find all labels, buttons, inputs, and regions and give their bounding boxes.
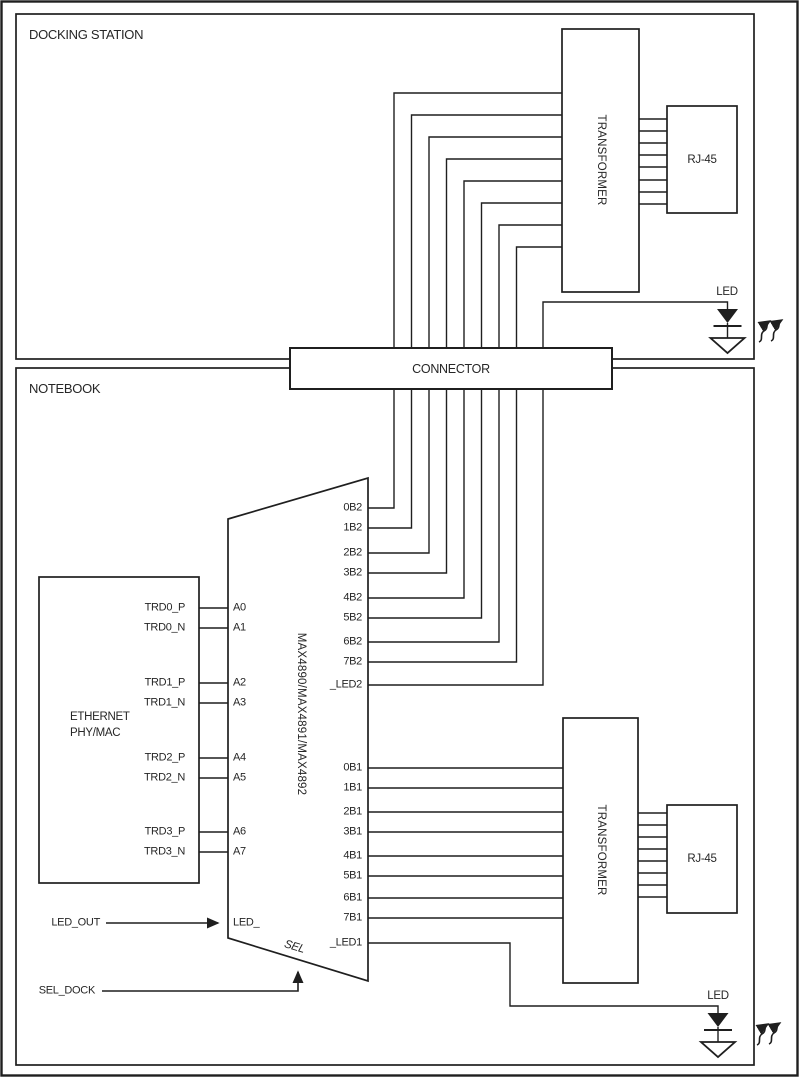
led-diode-icon	[701, 1013, 735, 1057]
notebook-title: NOTEBOOK	[29, 381, 101, 396]
phy-pin-trd1p: TRD1_P	[144, 676, 185, 689]
switch-pin-3b2: 3B2	[343, 566, 362, 579]
led1-wire	[368, 943, 718, 1013]
phy-pin-trd1n: TRD1_N	[144, 696, 185, 709]
switch-pin-led2: _LED2	[329, 678, 362, 691]
switch-pin-5b2: 5B2	[343, 611, 362, 624]
switch-pin-a7: A7	[233, 845, 246, 858]
phy-label-line1: ETHERNET	[70, 711, 130, 723]
ethernet-phy-label	[70, 709, 130, 741]
signal-led-out: LED_OUT	[51, 916, 100, 929]
notebook-transformer-label: TRANSFORMER	[595, 804, 607, 896]
docking-transformer-label: TRANSFORMER	[595, 114, 607, 206]
switch-pin-a0: A0	[233, 601, 246, 614]
docking-station-title: DOCKING STATION	[29, 27, 144, 42]
switch-pin-6b1: 6B1	[343, 891, 362, 904]
notebook-led-label: LED	[707, 990, 729, 1002]
switch-pin-a2: A2	[233, 676, 246, 689]
switch-pin-5b1: 5B1	[343, 869, 362, 882]
switch-pin-7b2: 7B2	[343, 655, 362, 668]
notebook-rj45-wires	[638, 813, 667, 897]
switch-pin-2b2: 2B2	[343, 546, 362, 559]
switch-pin-4b2: 4B2	[343, 591, 362, 604]
switch-pin-3b1: 3B1	[343, 825, 362, 838]
switch-pin-a1: A1	[233, 621, 246, 634]
docking-rj45-wires	[639, 119, 667, 204]
switch-part-number: MAX4890/MAX4891/MAX4892	[295, 632, 307, 796]
switch-pin-a5: A5	[233, 771, 246, 784]
switch-pin-led: LED_	[233, 916, 260, 929]
b1-channel-wires	[368, 768, 563, 918]
switch-pin-7b1: 7B1	[343, 911, 362, 924]
switch-pin-0b1: 0B1	[343, 761, 362, 774]
connector-label: CONNECTOR	[412, 362, 490, 376]
phy-pin-trd0n: TRD0_N	[144, 621, 185, 634]
trd-wires	[199, 608, 228, 852]
switch-pin-a3: A3	[233, 696, 246, 709]
switch-pin-6b2: 6B2	[343, 635, 362, 648]
switch-pin-2b1: 2B1	[343, 805, 362, 818]
switch-pin-0b2: 0B2	[343, 501, 362, 514]
phy-pin-trd2n: TRD2_N	[144, 771, 185, 784]
switch-pin-sel: SEL	[282, 938, 307, 956]
ground-icon	[701, 1042, 735, 1057]
phy-pin-trd3n: TRD3_N	[144, 845, 185, 858]
docking-led-label: LED	[716, 286, 738, 298]
docking-station-box	[16, 14, 754, 359]
ground-icon	[711, 338, 745, 353]
switch-pin-1b1: 1B1	[343, 781, 362, 794]
phy-pin-trd0p: TRD0_P	[144, 601, 185, 614]
notebook-rj45-label: RJ-45	[687, 853, 717, 865]
switch-pin-a4: A4	[233, 751, 246, 764]
phy-pin-trd2p: TRD2_P	[144, 751, 185, 764]
led-diode-icon	[711, 309, 745, 353]
switch-pin-a6: A6	[233, 825, 246, 838]
switch-pin-1b2: 1B2	[343, 521, 362, 534]
sel-dock-arrow	[102, 972, 298, 991]
phy-label-line2: PHY/MAC	[70, 727, 121, 739]
signal-sel-dock: SEL_DOCK	[38, 984, 95, 997]
switch-pin-led1: _LED1	[329, 936, 362, 949]
phy-pin-trd3p: TRD3_P	[144, 825, 185, 838]
docking-rj45-label: RJ-45	[687, 154, 717, 166]
switch-pin-4b1: 4B1	[343, 849, 362, 862]
